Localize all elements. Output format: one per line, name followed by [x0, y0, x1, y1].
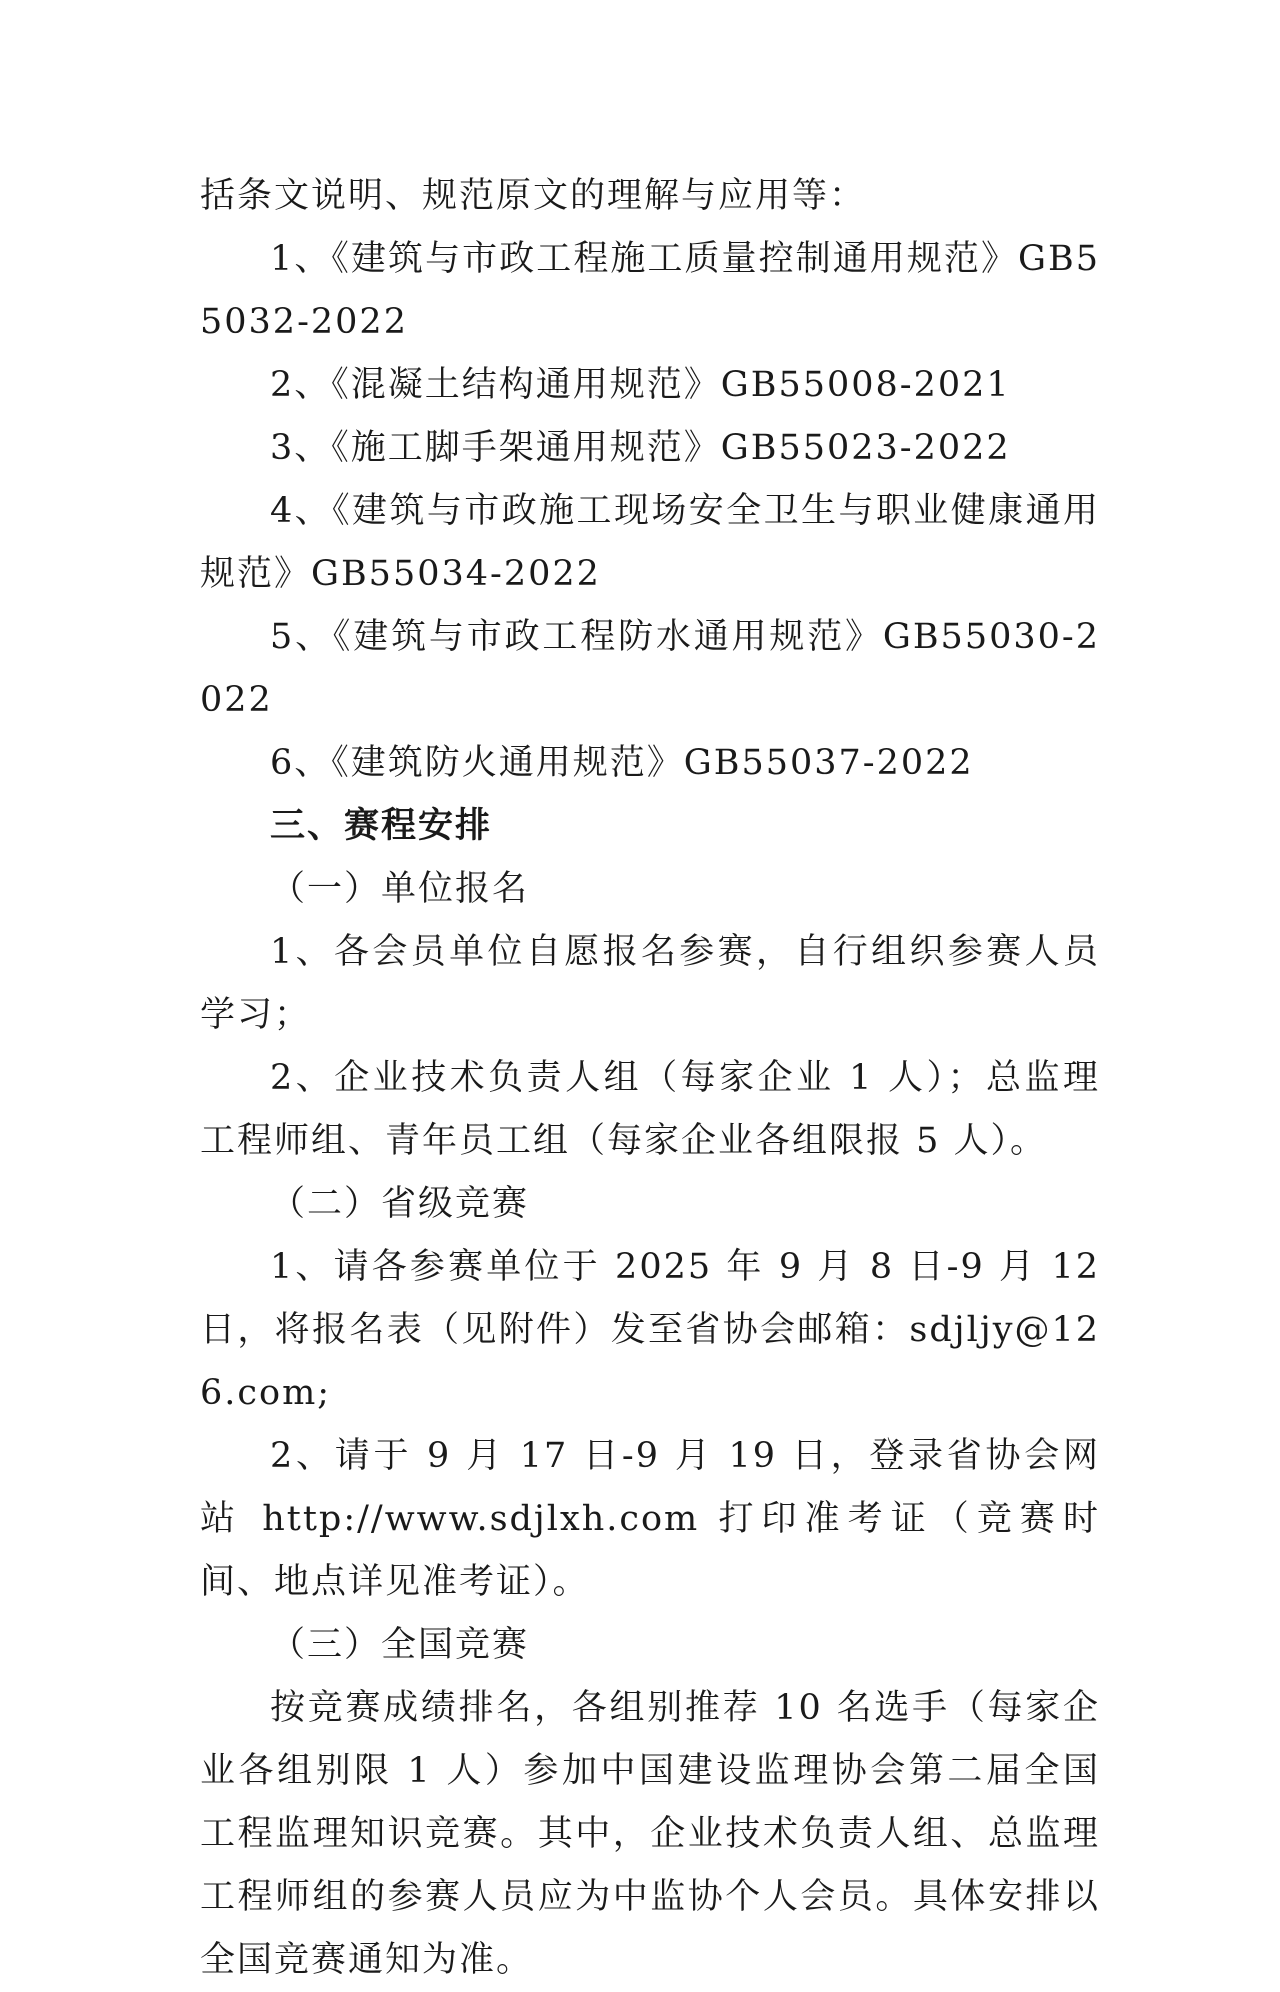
standard-item-4: 4、《建筑与市政施工现场安全卫生与职业健康通用规范》GB55034-2022 [200, 491, 1100, 594]
provincial-item-2: 2、请于 9 月 17 日-9 月 19 日，登录省协会网站 http://www.sdjlxh.com 打印准考证（竞赛时间、地点详见准考证）。 [200, 1436, 1100, 1602]
registration-item-2: 2、企业技术负责人组（每家企业 1 人）；总监理工程师组、青年员工组（每家企业各组限报 5 人）。 [200, 1058, 1100, 1161]
document-body [200, 165, 1100, 1992]
standard-item-2: 2、《混凝土结构通用规范》GB55008-2021 [270, 365, 1011, 405]
standard-item-5: 5、《建筑与市政工程防水通用规范》GB55030-2022 [200, 617, 1100, 720]
section-heading-schedule: 三、赛程安排 [270, 806, 493, 846]
standard-item-6: 6、《建筑防火通用规范》GB55037-2022 [270, 743, 974, 783]
provincial-item-1: 1、请各参赛单位于 2025 年 9 月 8 日-9 月 12 日，将报名表（见附件）发至省协会邮箱：sdjljy@126.com; [200, 1247, 1100, 1413]
subsection-national-contest: （三）全国竞赛 [270, 1625, 530, 1665]
standard-item-3: 3、《施工脚手架通用规范》GB55023-2022 [270, 428, 1011, 468]
subsection-provincial-contest: （二）省级竞赛 [270, 1184, 530, 1224]
national-contest-text: 按竞赛成绩排名，各组别推荐 10 名选手（每家企业各组别限 1 人）参加中国建设监理协会第二届全国工程监理知识竞赛。其中，企业技术负责人组、总监理工程师组的参赛人员应为中监协个人会员。具体安排以全国竞赛通知为准。 [200, 1688, 1100, 1980]
registration-item-1: 1、各会员单位自愿报名参赛，自行组织参赛人员学习； [200, 932, 1100, 1035]
subsection-unit-registration: （一）单位报名 [270, 869, 530, 909]
standard-item-1: 1、《建筑与市政工程施工质量控制通用规范》GB55032-2022 [200, 239, 1100, 342]
intro-continuation: 括条文说明、规范原文的理解与应用等： [200, 176, 867, 216]
